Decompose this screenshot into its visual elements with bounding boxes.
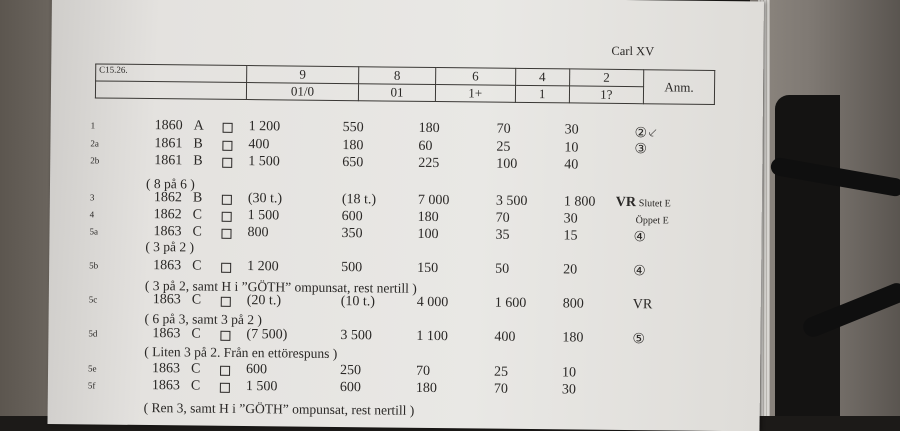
value-cell-6: 225 [418, 156, 439, 172]
value-cell-4: 35 [495, 228, 509, 244]
value-cell-9: 400 [248, 137, 269, 153]
box-symbol [221, 297, 231, 307]
value-cell-2: 10 [562, 365, 576, 381]
value-cell-2: 30 [564, 211, 578, 227]
col-header-bottom: 01 [359, 84, 436, 102]
row-label: 5d [88, 328, 97, 338]
box-symbol [221, 263, 231, 273]
col-header-bottom: 1+ [435, 85, 515, 103]
row-label: 5f [88, 380, 96, 390]
anm-header: Anm. [643, 70, 714, 105]
value-cell-2: 40 [564, 157, 578, 173]
box-symbol [220, 383, 230, 393]
mark-cell: B [193, 153, 203, 169]
note-line: ( Ren 3, samt H i ”GÖTH” ompunsat, rest nertill ) [144, 400, 415, 419]
anm-small: Öppet E [636, 215, 669, 226]
box-symbol [223, 123, 233, 133]
mark-cell: C [191, 378, 201, 394]
row-label: 1 [91, 120, 96, 130]
value-cell-9: 1 500 [248, 208, 280, 224]
value-cell-2: 10 [564, 140, 578, 156]
box-symbol [221, 229, 231, 239]
value-cell-4: 70 [494, 382, 508, 398]
value-cell-9: 1 500 [248, 154, 280, 170]
value-cell-6: 7 000 [418, 193, 450, 209]
running-head: Carl XV [611, 44, 654, 59]
anm-bold: VR [616, 195, 636, 211]
value-cell-4: 70 [496, 211, 510, 227]
value-cell-2: 1 800 [564, 194, 596, 210]
value-cell-4: 400 [494, 330, 515, 346]
value-cell-6: 150 [417, 261, 438, 277]
value-cell-6: 100 [417, 227, 438, 243]
note-line: ( 6 på 3, samt 3 på 2 ) [145, 311, 263, 328]
anm-cell: VR [633, 297, 653, 313]
col-header-bottom: 1? [569, 86, 643, 104]
col-header-top: 4 [515, 68, 569, 86]
value-cell-8: 550 [343, 120, 364, 136]
value-cell-2: 15 [563, 228, 577, 244]
value-cell-9: 600 [246, 362, 267, 378]
row-label: 3 [90, 192, 95, 202]
value-cell-4: 100 [496, 157, 517, 173]
value-cell-8: 600 [340, 380, 361, 396]
year-cell: 1862 [154, 190, 182, 206]
row-label: 5c [89, 294, 98, 304]
mark-cell: B [193, 190, 203, 206]
mark-cell: B [193, 136, 203, 152]
box-symbol [220, 366, 230, 376]
value-cell-2: 800 [563, 296, 584, 312]
col-header-bottom: 01/0 [246, 83, 358, 101]
value-cell-4: 3 500 [496, 194, 528, 210]
mark-cell: C [192, 292, 202, 308]
value-cell-6: 180 [419, 121, 440, 137]
value-cell-9: 1 200 [247, 259, 279, 275]
box-symbol [222, 141, 232, 151]
mark-cell: C [191, 361, 201, 377]
value-cell-8: 250 [340, 363, 361, 379]
value-cell-2: 30 [565, 122, 579, 138]
box-symbol [222, 212, 232, 222]
catalog-code-blank [95, 81, 246, 100]
mark-cell: C [193, 207, 203, 223]
value-cell-6: 70 [416, 364, 430, 380]
col-header-top: 6 [435, 68, 515, 86]
black-cloth [775, 95, 840, 416]
anm-small: Slutet E [639, 198, 671, 209]
note-line: ( 8 på 6 ) [146, 176, 195, 193]
mark-cell: C [192, 258, 202, 274]
anm-cell: ⑤ [632, 331, 645, 348]
year-cell: 1860 [155, 118, 183, 134]
value-cell-9: 1 500 [246, 379, 278, 395]
value-cell-2: 20 [563, 262, 577, 278]
value-cell-8: (10 t.) [341, 294, 375, 310]
mark-cell: C [192, 224, 202, 240]
value-cell-4: 25 [496, 140, 510, 156]
row-label: 4 [90, 209, 95, 219]
row-label: 2a [90, 138, 99, 148]
value-cell-4: 1 600 [495, 296, 527, 312]
year-cell: 1863 [152, 326, 180, 342]
value-cell-6: 1 100 [416, 329, 448, 345]
row-label: 5b [89, 260, 98, 270]
anm-cell: ③ [634, 141, 647, 158]
box-symbol [220, 331, 230, 341]
value-table-header [95, 63, 715, 104]
value-cell-4: 70 [497, 122, 511, 138]
value-cell-9: (30 t.) [248, 191, 282, 207]
catalog-code: C15.26. [96, 64, 247, 83]
row-label: 5a [89, 226, 98, 236]
year-cell: 1863 [153, 258, 181, 274]
year-cell: 1861 [154, 153, 182, 169]
row-label: 5e [88, 363, 97, 373]
note-line: ( Liten 3 på 2. Från en ettörespuns ) [144, 344, 337, 362]
anm-cell: ②⸔ [634, 123, 657, 142]
year-cell: 1861 [154, 136, 182, 152]
value-cell-4: 50 [495, 262, 509, 278]
value-cell-8: 500 [341, 260, 362, 276]
value-cell-9: (7 500) [246, 327, 287, 343]
note-line: ( 3 på 2 ) [145, 239, 194, 256]
year-cell: 1863 [152, 378, 180, 394]
year-cell: 1863 [153, 224, 181, 240]
box-symbol [222, 195, 232, 205]
value-cell-6: 4 000 [417, 295, 449, 311]
year-cell: 1862 [154, 207, 182, 223]
value-cell-2: 30 [562, 382, 576, 398]
col-header-bottom: 1 [515, 85, 569, 103]
anm-cell: ④ [633, 229, 646, 246]
value-cell-8: 600 [342, 209, 363, 225]
value-cell-8: 180 [342, 138, 363, 154]
value-cell-4: 25 [494, 365, 508, 381]
col-header-top: 2 [569, 69, 643, 87]
value-cell-6: 180 [416, 381, 437, 397]
note-line: ( 3 på 2, samt H i ”GÖTH” ompunsat, rest nertill ) [145, 278, 417, 297]
value-cell-9: 800 [247, 225, 268, 241]
catalog-page [47, 0, 763, 431]
mark-cell: C [191, 326, 201, 342]
value-cell-2: 180 [562, 330, 583, 346]
box-symbol [222, 158, 232, 168]
value-cell-8: (18 t.) [342, 192, 376, 208]
row-label: 2b [90, 155, 99, 165]
value-cell-6: 60 [418, 139, 432, 155]
col-header-top: 8 [359, 67, 436, 85]
value-cell-8: 350 [341, 226, 362, 242]
value-cell-9: (20 t.) [247, 293, 281, 309]
year-cell: 1863 [153, 292, 181, 308]
value-cell-8: 3 500 [340, 328, 372, 344]
value-cell-9: 1 200 [249, 119, 281, 135]
value-cell-6: 180 [418, 210, 439, 226]
value-cell-8: 650 [342, 155, 363, 171]
year-cell: 1863 [152, 361, 180, 377]
table-body [52, 0, 764, 1]
mark-cell: A [194, 118, 204, 134]
col-header-top: 9 [247, 66, 359, 84]
anm-cell: ④ [633, 263, 646, 280]
